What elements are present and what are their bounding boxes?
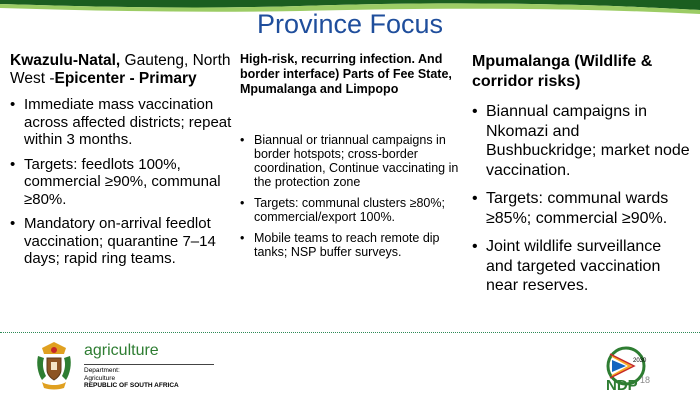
bullet-list xyxy=(472,102,692,296)
bullet-item: • Biannual campaigns in Nkomazi and Bushbuckridge; market node vaccination. xyxy=(472,102,692,180)
page-number: 18 xyxy=(640,375,651,385)
brand-underline xyxy=(84,364,214,365)
brand-wordmark: agriculture xyxy=(84,342,159,359)
column-kwazulu-natal xyxy=(10,52,235,275)
bullet-list xyxy=(10,96,235,268)
footer-divider xyxy=(0,332,700,333)
bullet-item: • Targets: feedlots 100%, commercial ≥90%, communal ≥80%. xyxy=(10,156,235,209)
department-line: REPUBLIC OF SOUTH AFRICA xyxy=(84,382,179,389)
column-high-risk xyxy=(240,52,460,266)
ndp-year: 2030 xyxy=(633,358,647,364)
bullet-item: • Mandatory on-arrival feedlot vaccination; quarantine 7–14 days; rapid ring teams. xyxy=(10,215,235,268)
bullet-item: • Immediate mass vaccination across affected districts; repeat within 3 months. xyxy=(10,96,235,149)
heading-normal-part: Gauteng, North West - xyxy=(10,52,231,87)
department-line: Department: xyxy=(84,367,120,374)
coat-of-arms-icon xyxy=(34,340,74,394)
department-text xyxy=(84,367,179,390)
department-logo xyxy=(34,340,284,396)
department-line: Agriculture xyxy=(84,374,116,382)
ndp-wordmark: NDP xyxy=(606,377,638,392)
bullet-item: • Targets: communal wards ≥85%; commercial ≥90%. xyxy=(472,189,692,228)
slide-title: Province Focus xyxy=(256,9,444,39)
column-heading: High-risk, recurring infection. And border interface) Parts of Fee State, Mpumalanga and Limpopo xyxy=(240,52,452,96)
column-mpumalanga xyxy=(472,52,692,305)
column-heading xyxy=(10,52,235,88)
heading-bold-part: Epicenter - Primary xyxy=(54,70,197,87)
bullet-item: • Joint wildlife surveillance and targeted vaccination near reserves. xyxy=(472,237,692,296)
bullet-item: • Targets: communal clusters ≥80%; commercial/export 100%. xyxy=(240,196,460,224)
bullet-item: • Mobile teams to reach remote dip tanks; NSP buffer surveys. xyxy=(240,231,460,259)
heading-bold-part: Kwazulu-Natal, xyxy=(10,52,121,69)
column-heading: Mpumalanga (Wildlife & corridor risks) xyxy=(472,53,653,90)
bullet-item: • Biannual or triannual campaigns in border hotspots; cross-border coordination, Continue vaccinating in the protection zone xyxy=(240,133,460,189)
bullet-list xyxy=(240,133,460,259)
ndp-2030-logo xyxy=(604,346,651,392)
